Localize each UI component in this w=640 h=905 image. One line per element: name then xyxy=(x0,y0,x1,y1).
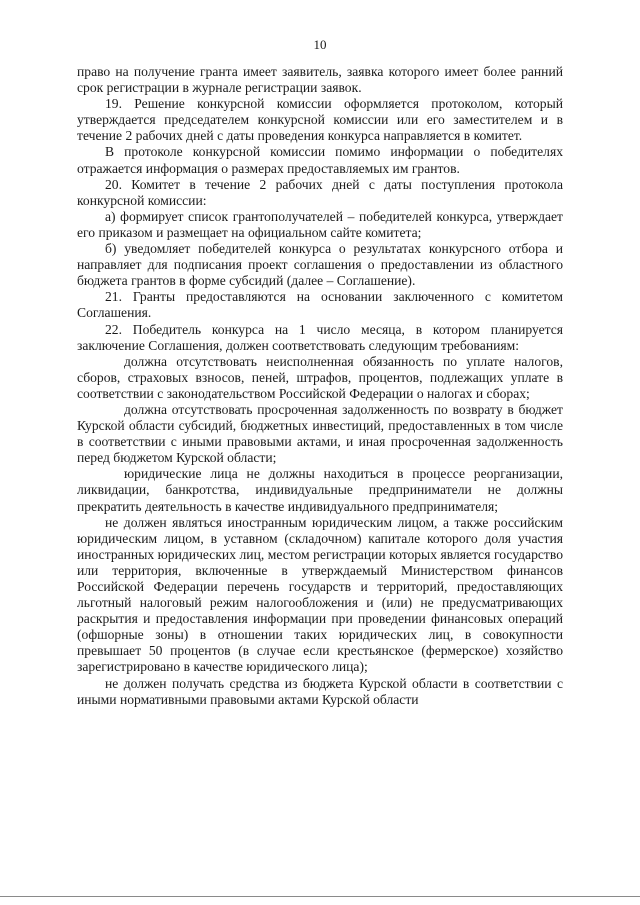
document-body xyxy=(77,64,563,708)
requirement-budget-funds: не должен получать средства из бюджета Курской области в соответствии с иными нормативными правовыми актами Курской области xyxy=(77,675,563,707)
requirement-taxes: должна отсутствовать неисполненная обязанность по уплате налогов, сборов, страховых взносов, пеней, штрафов, процентов, подлежащих уплате в соответствии с законодательством Российской Федерации о налогах и сборах; xyxy=(77,353,563,401)
paragraph-item-20b: б) уведомляет победителей конкурса о результатах конкурсного отбора и направляет для подписания проект соглашения о предоставлении из областного бюджета грантов в форме субсидий (далее – Соглашение). xyxy=(77,241,563,289)
paragraph-item-22: 22. Победитель конкурса на 1 число месяца, в котором планируется заключение Соглашения, должен соответствовать следующим требованиям: xyxy=(77,321,563,353)
paragraph-item-20a: а) формирует список грантополучателей – победителей конкурса, утверждает его приказом и размещает на официальном сайте комитета; xyxy=(77,208,563,240)
paragraph-item-20: 20. Комитет в течение 2 рабочих дней с даты поступления протокола конкурсной комиссии: xyxy=(77,176,563,208)
paragraph-protocol-info: В протоколе конкурсной комиссии помимо информации о победителях отражается информация о размерах предоставляемых им грантов. xyxy=(77,144,563,176)
paragraph-continuation: право на получение гранта имеет заявитель, заявка которого имеет более ранний срок регистрации в журнале регистрации заявок. xyxy=(77,64,563,96)
bottom-rule xyxy=(0,896,640,897)
requirement-foreign-entity: не должен являться иностранным юридическим лицом, а также российским юридическим лицом, в уставном (складочном) капитале которого доля участия иностранных юридических лиц, местом регистрации которых является государство или территория, включенные в утверждаемый Министерством финансов Российской Федерации перечень государств и территорий, предоставляющих льготный налоговый режим налогообложения и (или) не предусматривающих раскрытия и предоставления информации при проведении финансовых операций (офшорные зоны) в отношении таких юридических лиц, в совокупности превышает 50 процентов (в случае если крестьянское (фермерское) хозяйство зарегистрировано в качестве юридического лица); xyxy=(77,514,563,675)
paragraph-item-21: 21. Гранты предоставляются на основании заключенного с комитетом Соглашения. xyxy=(77,289,563,321)
requirement-reorganization: юридические лица не должны находиться в процессе реорганизации, ликвидации, банкротства, индивидуальные предприниматели не должны прекратить деятельность в качестве индивидуального предпринимателя; xyxy=(77,466,563,514)
requirement-debt: должна отсутствовать просроченная задолженность по возврату в бюджет Курской области субсидий, бюджетных инвестиций, предоставленных в том числе в соответствии с иными правовыми актами, и иная просроченная задолженность перед бюджетом Курской области; xyxy=(77,401,563,466)
paragraph-item-19: 19. Решение конкурсной комиссии оформляется протоколом, который утверждается председателем конкурсной комиссии или его заместителем и в течение 2 рабочих дней с даты проведения конкурса направляется в комитет. xyxy=(77,96,563,144)
page-number: 10 xyxy=(313,37,327,52)
